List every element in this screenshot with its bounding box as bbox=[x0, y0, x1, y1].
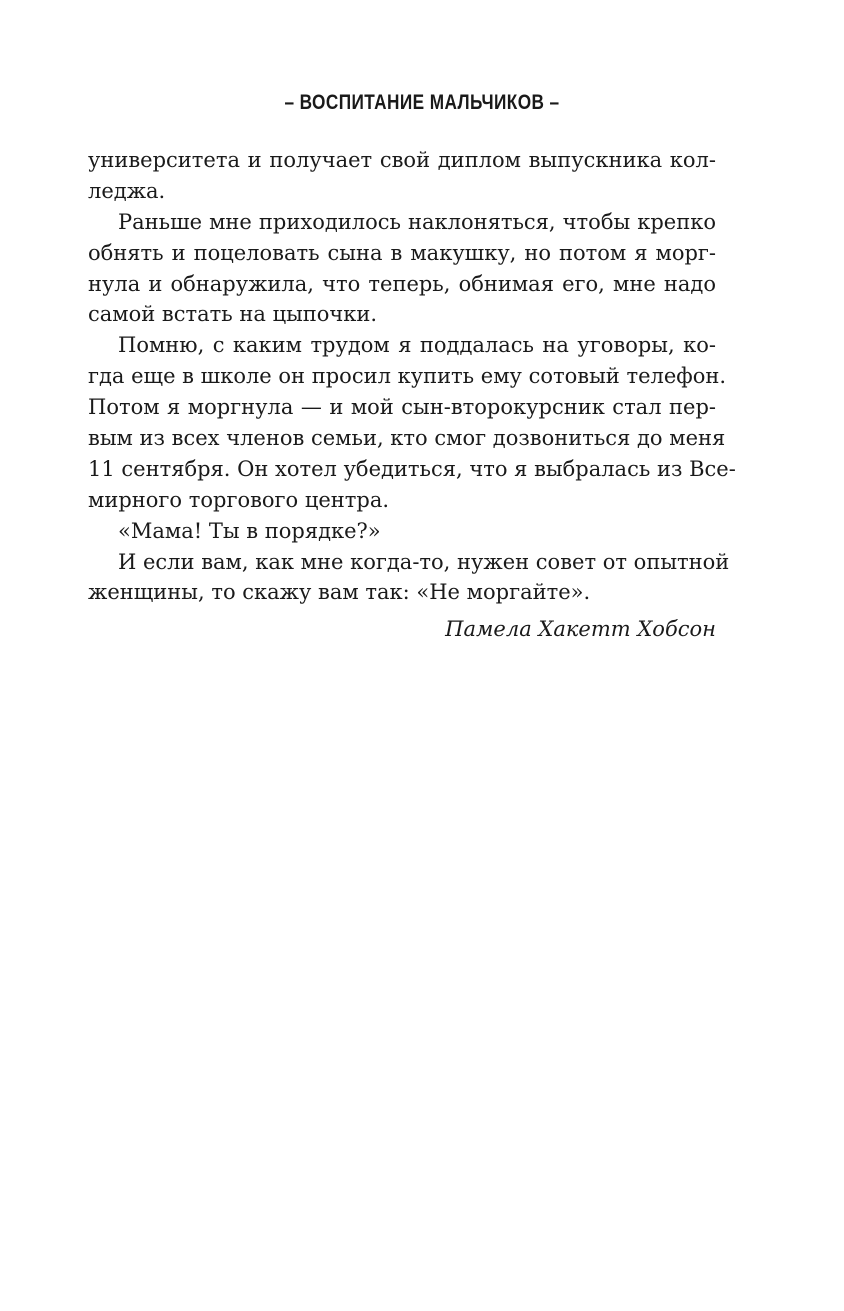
text-line: «Мама! Ты в порядке?» bbox=[118, 518, 381, 543]
running-header-title: – ВОСПИТАНИЕ МАЛЬЧИКОВ – bbox=[284, 91, 560, 114]
text-line: Потом я моргнула — и мой сын-второкурсник стал пер- bbox=[88, 395, 716, 420]
text-line: университета и получает свой диплом выпускника кол- bbox=[88, 148, 716, 172]
text-line: мирного торгового центра. bbox=[88, 487, 390, 512]
text-line: 11 сентября. Он хотел убедиться, что я выбралась из Все- bbox=[88, 456, 736, 481]
text-line: Раньше мне приходилось наклоняться, чтобы крепко bbox=[118, 209, 716, 234]
author-signature: Памела Хакетт Хобсон bbox=[445, 617, 716, 642]
text-line: гда еще в школе он просил купить ему сотовый телефон. bbox=[88, 364, 727, 389]
text-line: женщины, то скажу вам так: «Не моргайте». bbox=[88, 580, 591, 605]
text-line: обнять и поцеловать сына в макушку, но потом я морг- bbox=[88, 240, 716, 265]
page-body bbox=[88, 145, 736, 645]
text-line: самой встать на цыпочки. bbox=[88, 302, 378, 327]
text-line: леджа. bbox=[88, 178, 166, 203]
text-line: И если вам, как мне когда-то, нужен совет от опытной bbox=[118, 549, 730, 574]
text-line: вым из всех членов семьи, кто смог дозвониться до меня bbox=[88, 426, 726, 451]
text-line: нула и обнаружила, что теперь, обнимая его, мне надо bbox=[88, 271, 716, 296]
text-line: Помню, с каким трудом я поддалась на уговоры, ко- bbox=[118, 333, 716, 358]
